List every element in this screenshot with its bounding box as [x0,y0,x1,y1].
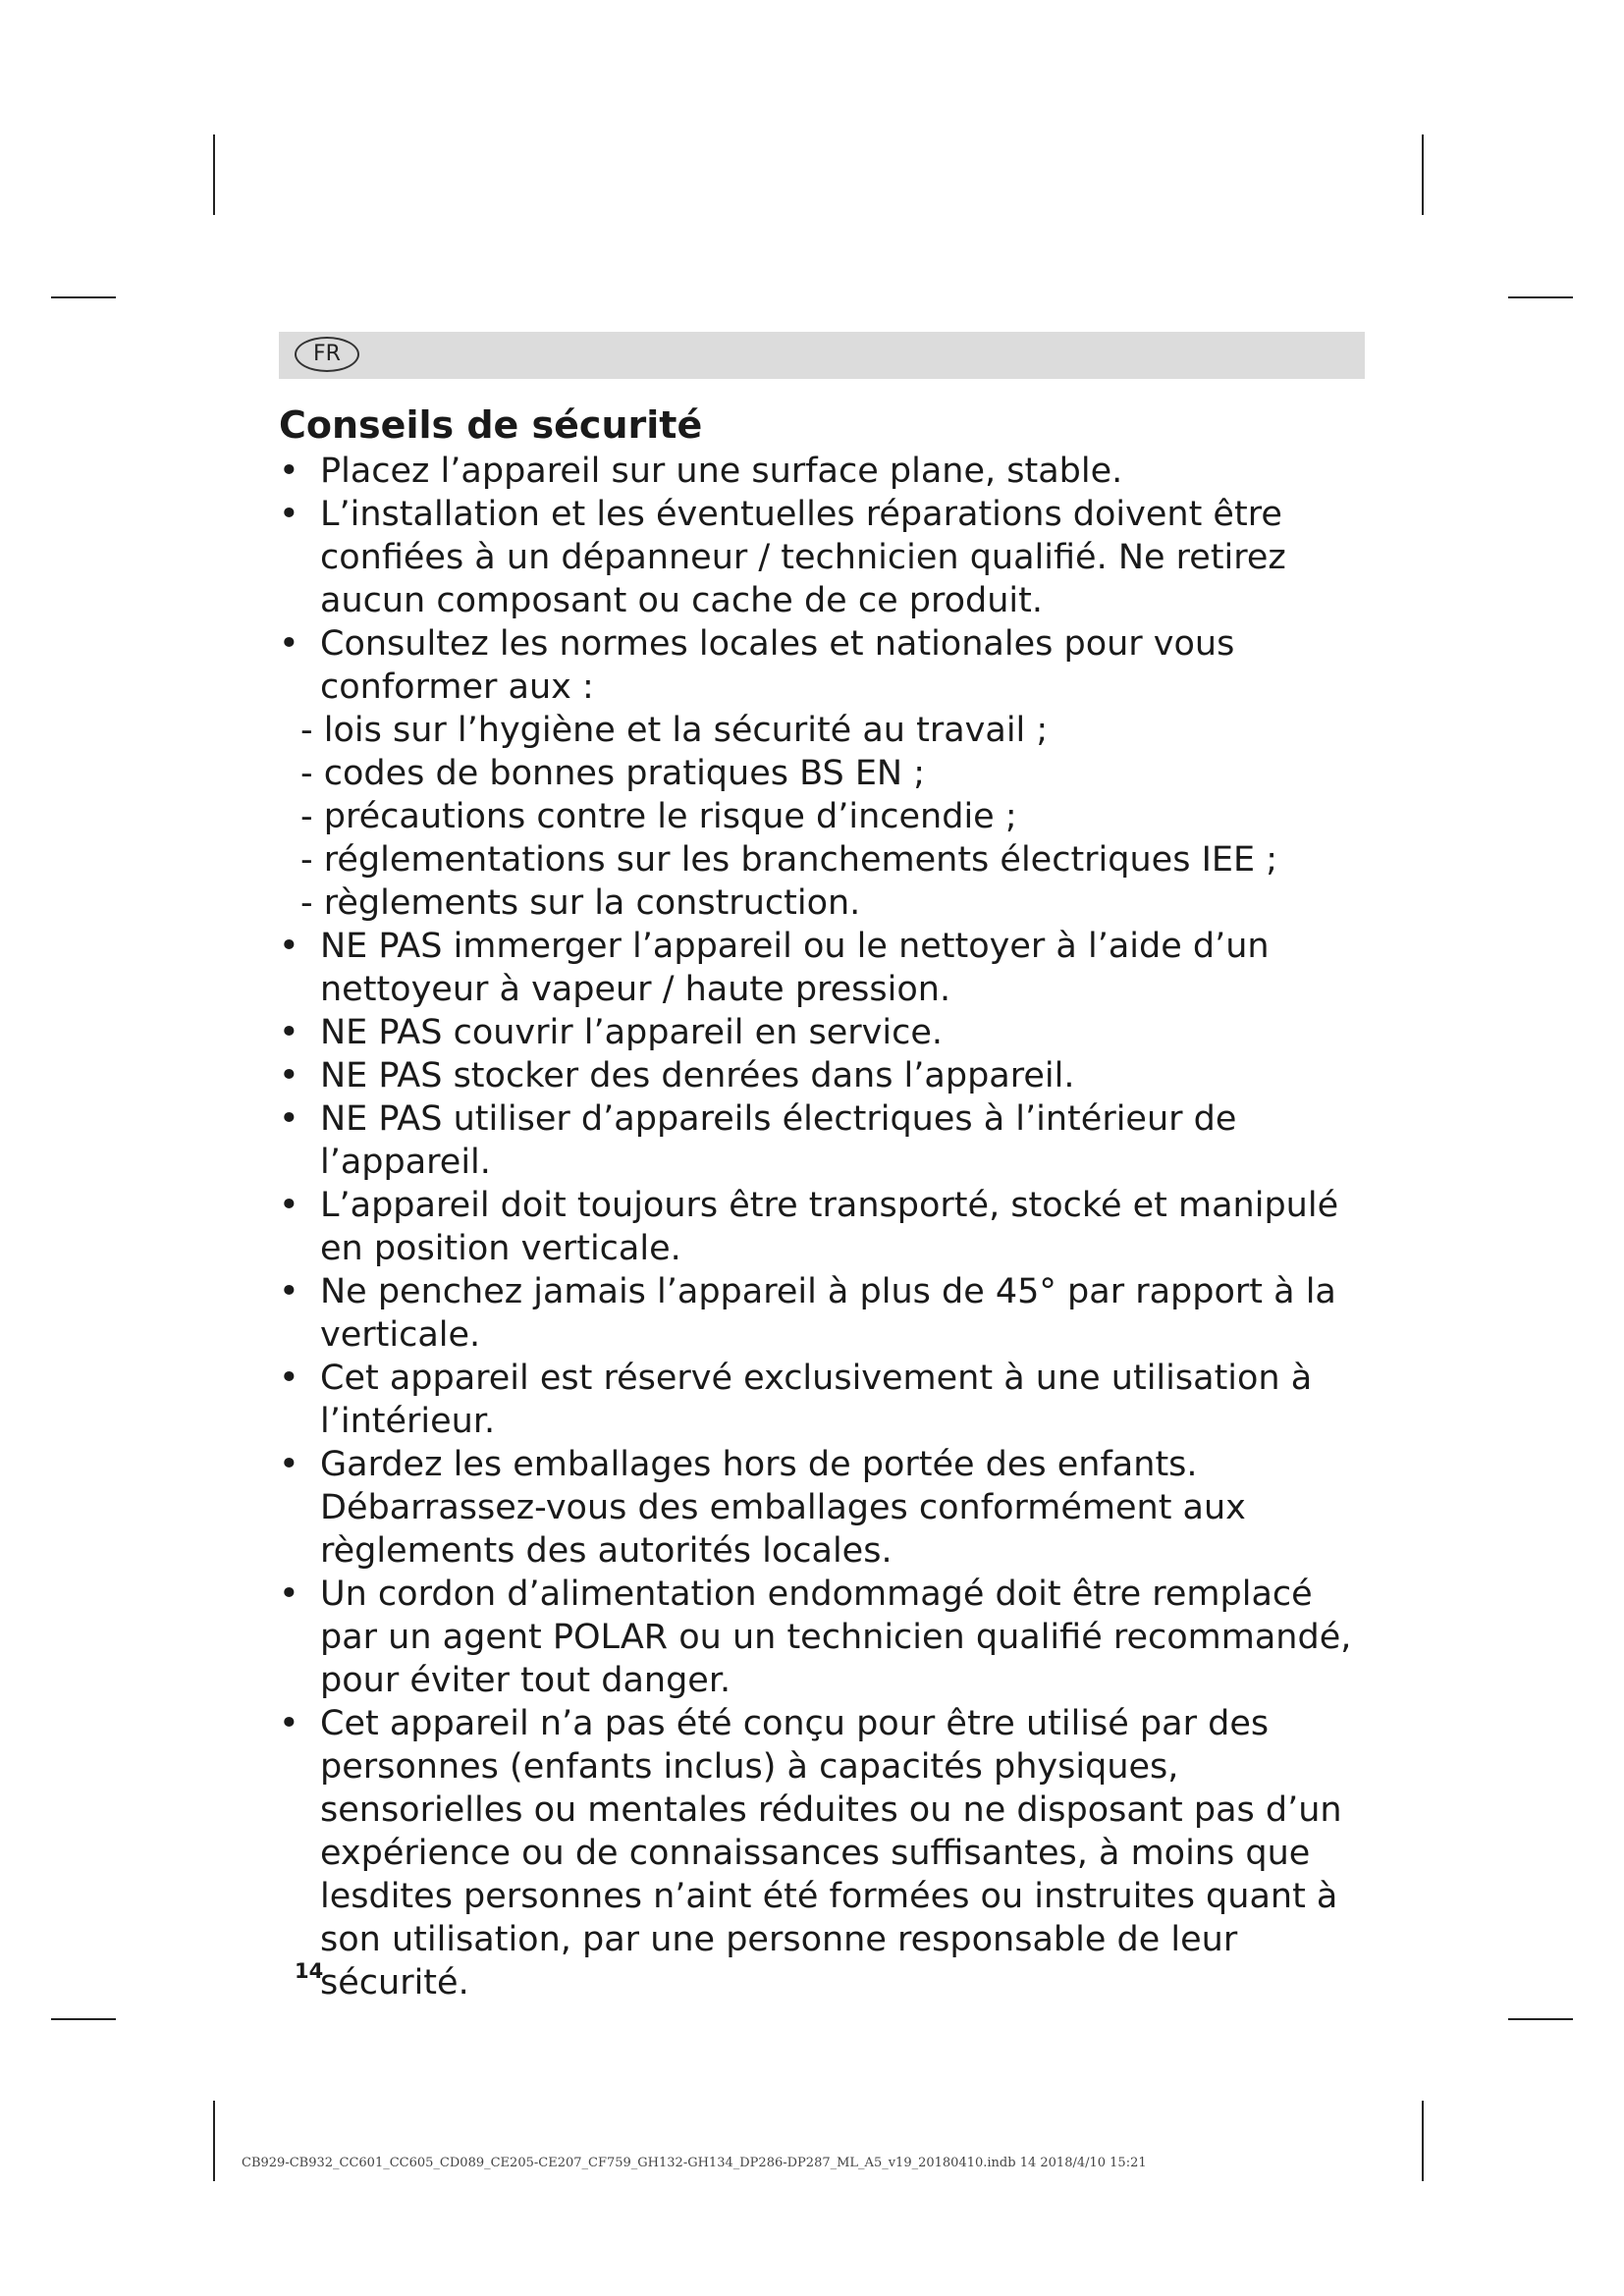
bullet-marker: • [279,1359,299,1398]
bullet-marker: • [279,927,299,966]
dash-subitem [279,838,1369,881]
item-text: NE PAS immerger l’appareil ou le nettoyer à l’aide d’un nettoyeur à vapeur / haute pression. [320,927,1270,1009]
bullet-item [279,1184,1369,1270]
section-title: Conseils de sécurité [279,403,703,447]
bullet-marker: • [279,1575,299,1614]
bullet-marker: • [279,624,299,664]
crop-mark-right-lower [1508,2018,1573,2020]
dash-subitem [279,881,1369,925]
bullet-item [279,1702,1369,2004]
crop-mark-top-right [1422,134,1424,215]
bullet-item [279,1011,1369,1054]
item-text: NE PAS utiliser d’appareils électriques à l’intérieur de l’appareil. [320,1099,1237,1182]
bullet-marker: • [279,1704,299,1743]
dash-subitem [279,752,1369,795]
crop-mark-left-lower [51,2018,116,2020]
crop-mark-right-upper [1508,296,1573,298]
item-text: Gardez les emballages hors de portée des enfants. Débarrassez-vous des emballages conformément aux règlements des autorités locales. [320,1445,1246,1571]
bullet-marker: • [279,1272,299,1311]
bullet-item [279,1357,1369,1443]
bullet-item [279,493,1369,622]
bullet-item [279,1054,1369,1097]
item-text: Cet appareil est réservé exclusivement à une utilisation à l’intérieur. [320,1359,1313,1441]
bullet-marker: • [279,495,299,534]
item-text: - précautions contre le risque d’incendie ; [300,797,1017,836]
crop-mark-bottom-left [213,2101,215,2181]
item-text: Placez l’appareil sur une surface plane, stable. [320,452,1123,491]
bullet-marker: • [279,1445,299,1484]
item-text: Un cordon d’alimentation endommagé doit être remplacé par un agent POLAR ou un technicien qualifié recommandé, pour éviter tout danger. [320,1575,1352,1700]
bullet-marker: • [279,1099,299,1139]
page-number: 14 [295,1959,324,1983]
item-text: Cet appareil n’a pas été conçu pour être utilisé par des personnes (enfants inclus) à capacités physiques, sensorielles ou mentales réduites ou ne disposant pas d’un expérience ou de connaissances suffisantes, à moins que lesdites personnes n’aint été formées ou instruites quant à son utilisation, par une personne responsable de leur sécurité. [320,1704,1342,2002]
bullet-marker: • [279,1013,299,1052]
crop-mark-left-upper [51,296,116,298]
dash-subitem [279,795,1369,838]
bullet-item [279,622,1369,709]
bullet-item [279,1097,1369,1184]
item-text: NE PAS couvrir l’appareil en service. [320,1013,943,1052]
bullet-marker: • [279,1186,299,1225]
item-text: - codes de bonnes pratiques BS EN ; [300,754,926,793]
bullet-marker: • [279,452,299,491]
item-text: L’installation et les éventuelles réparations doivent être confiées à un dépanneur / technicien qualifié. Ne retirez aucun composant ou cache de ce produit. [320,495,1286,620]
item-text: - règlements sur la construction. [300,883,861,923]
bullet-item [279,1270,1369,1357]
bullet-item [279,1443,1369,1573]
bullet-item [279,1573,1369,1702]
crop-mark-bottom-right [1422,2101,1424,2181]
language-badge: FR [295,337,359,372]
safety-advice-list [279,450,1369,2004]
bullet-item [279,925,1369,1011]
item-text: Consultez les normes locales et nationales pour vous conformer aux : [320,624,1235,707]
item-text: - lois sur l’hygiène et la sécurité au travail ; [300,711,1049,750]
bullet-item [279,450,1369,493]
item-text: L’appareil doit toujours être transporté, stocké et manipulé en position verticale. [320,1186,1339,1268]
item-text: NE PAS stocker des denrées dans l’appareil. [320,1056,1075,1095]
dash-subitem [279,709,1369,752]
print-footer: CB929-CB932_CC601_CC605_CD089_CE205-CE207_CF759_GH132-GH134_DP286-DP287_ML_A5_v19_20180410.indb 14 2018/4/10 15:21 [242,2156,1147,2170]
item-text: Ne penchez jamais l’appareil à plus de 45° par rapport à la verticale. [320,1272,1336,1355]
crop-mark-top-left [213,134,215,215]
language-header-bar [279,332,1365,379]
bullet-marker: • [279,1056,299,1095]
item-text: - réglementations sur les branchements électriques IEE ; [300,840,1278,880]
